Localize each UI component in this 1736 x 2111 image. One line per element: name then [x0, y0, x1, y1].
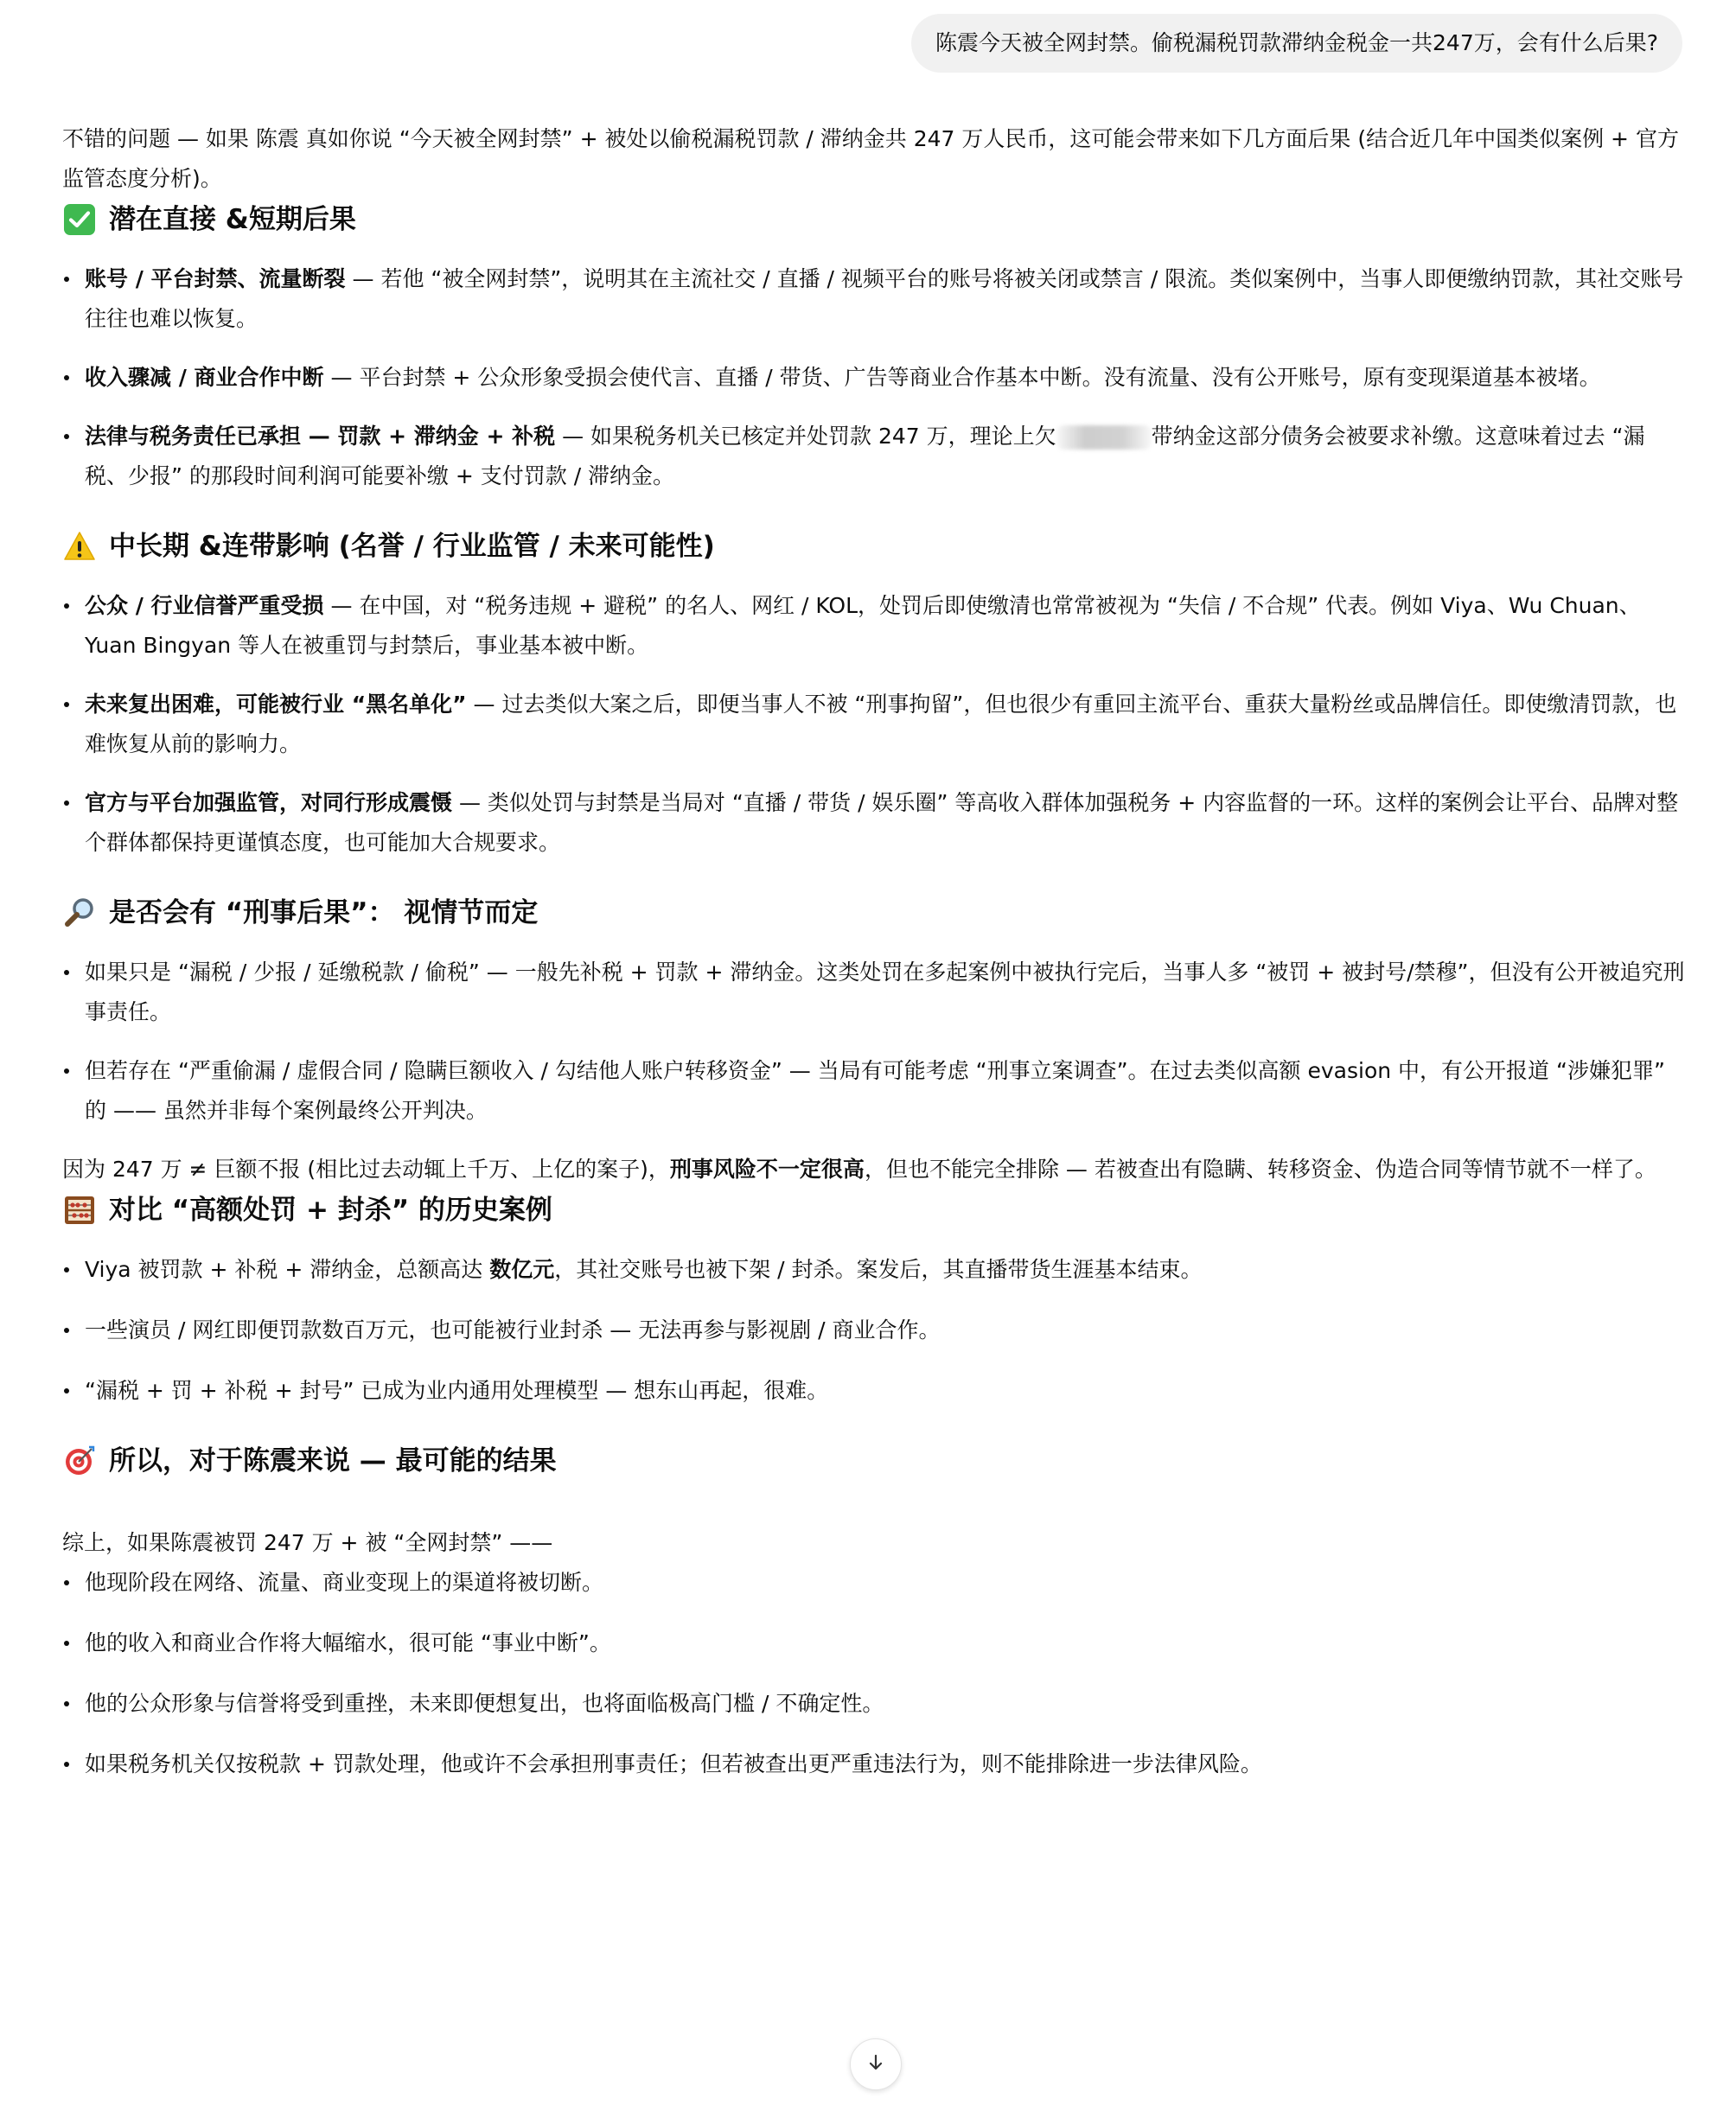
- item-text: — 平台封禁 + 公众形象受损会使代言、直播 / 带货、广告等商业合作基本中断。没有流量、没有公开账号，原有变现渠道基本被堵。: [323, 365, 1601, 390]
- arrow-down-icon: [865, 2052, 886, 2076]
- list-item: [62, 259, 1688, 339]
- abacus-icon: [62, 1193, 97, 1228]
- section-heading-conclusion: [62, 1440, 1688, 1482]
- list-item: [62, 1371, 1688, 1411]
- item-text-after: ，其社交账号也被下架 / 封杀。案发后，其直播带货生涯基本结束。: [554, 1257, 1203, 1282]
- item-text: 但若存在 “严重偷漏 / 虚假合同 / 隐瞒巨额收入 / 勾结他人账户转移资金” — 当局有可能考虑 “刑事立案调查”。在过去类似高额 evasion 中，有公开报道 “涉嫌犯罪” 的 —— 虽然并非每个案例最终公开判决。: [85, 1058, 1665, 1123]
- summary-bold: 刑事风险不一定很高: [669, 1157, 865, 1182]
- item-text: — 在中国，对 “税务违规 + 避税” 的名人、网红 / KOL，处罚后即使缴清也常常被视为 “失信 / 不合规” 代表。例如 Viya、Wu Chuan、Yuan Bingyan 等人在被重罚与封禁后，事业基本被中断。: [85, 593, 1641, 658]
- scroll-to-bottom-button[interactable]: [850, 2038, 902, 2090]
- section-title: 所以，对于陈震来说 — 最可能的结果: [109, 1445, 557, 1476]
- list-item: [62, 1684, 1688, 1724]
- item-text: “漏税 + 罚 + 补税 + 封号” 已成为业内通用处理模型 — 想东山再起，很难。: [85, 1378, 829, 1403]
- item-text: — 过去类似大案之后，即便当事人不被 “刑事拘留”，但也很少有重回主流平台、重获大量粉丝或品牌信任。即使缴清罚款，也难恢复从前的影响力。: [85, 692, 1677, 756]
- item-text: 他现阶段在网络、流量、商业变现上的渠道将被切断。: [85, 1570, 604, 1595]
- summary-after: ，但也不能完全排除 — 若被查出有隐瞒、转移资金、伪造合同等情节就不一样了。: [864, 1157, 1656, 1182]
- list-item: [62, 1051, 1688, 1131]
- list-item: [62, 417, 1688, 496]
- item-text: — 若他 “被全网封禁”，说明其在主流社交 / 直播 / 视频平台的账号将被关闭或禁言 / 限流。类似案例中，当事人即便缴纳罚款，其社交账号往往也难以恢复。: [85, 266, 1684, 331]
- item-text: Viya 被罚款 + 补税 + 滞纳金，总额高达: [85, 1257, 490, 1282]
- user-message-bubble: [911, 14, 1682, 73]
- list-item: [62, 1250, 1688, 1290]
- intro-paragraph: 不错的问题 — 如果 陈震 真如你说 “今天被全网封禁” + 被处以偷税漏税罚款 / 滞纳金共 247 万人民币，这可能会带来如下几方面后果 (结合近几年中国类似案例 + 官方监管态度分析)。: [62, 126, 1679, 191]
- section-heading-short-term: [62, 199, 1688, 240]
- list-item: [62, 1623, 1688, 1663]
- item-bold: 账号 / 平台封禁、流量断裂: [85, 266, 346, 291]
- magnifier-icon: [62, 896, 97, 930]
- item-text-after: 带纳金这部分债务会被要求补缴。这意味着过去 “漏税、少报” 的那段时间利润可能要补缴 + 支付罚款 / 滞纳金。: [85, 424, 1645, 488]
- item-text: 他的公众形象与信誉将受到重挫，未来即便想复出，也将面临极高门槛 / 不确定性。: [85, 1691, 884, 1716]
- conclusion-intro: 综上，如果陈震被罚 247 万 + 被 “全网封禁” ——: [62, 1530, 553, 1555]
- item-text: 如果税务机关仅按税款 + 罚款处理，他或许不会承担刑事责任；但若被查出更严重违法行为，则不能排除进一步法律风险。: [85, 1751, 1262, 1776]
- list-item: [62, 685, 1688, 764]
- section-heading-long-term: [62, 526, 1688, 567]
- summary-before: 因为 247 万 ≠ 巨额不报 (相比过去动辄上千万、上亿的案子)，: [62, 1157, 670, 1182]
- list-item: [62, 1744, 1688, 1784]
- section-title: 中长期 &连带影响 (名誉 / 行业监管 / 未来可能性): [109, 531, 715, 562]
- item-text: — 类似处罚与封禁是当局对 “直播 / 带货 / 娱乐圈” 等高收入群体加强税务 + 内容监督的一环。这样的案例会让平台、品牌对整个群体都保持更谨慎态度，也可能加大合规要求。: [85, 790, 1679, 855]
- item-text: 一些演员 / 网红即便罚款数百万元，也可能被行业封杀 — 无法再参与影视剧 / 商业合作。: [85, 1317, 941, 1342]
- list-item: [62, 953, 1688, 1032]
- check-mark-icon: [62, 202, 97, 237]
- section-heading-history: [62, 1189, 1688, 1231]
- assistant-response: [62, 119, 1688, 1814]
- section-title: 是否会有 “刑事后果”： 视情节而定: [109, 897, 539, 928]
- item-bold: 公众 / 行业信誉严重受损: [85, 593, 324, 618]
- section-heading-criminal: [62, 892, 1688, 934]
- section-title: 对比 “高额处罚 + 封杀” 的历史案例: [109, 1195, 552, 1226]
- item-bold: 未来复出困难，可能被行业 “黑名单化”: [85, 692, 467, 717]
- item-bold: 收入骤减 / 商业合作中断: [85, 365, 324, 390]
- summary-paragraph: [62, 1150, 1688, 1189]
- item-bold: 法律与税务责任已承担 — 罚款 + 滞纳金 + 补税: [85, 424, 556, 449]
- list-item: [62, 358, 1688, 398]
- item-text: 如果只是 “漏税 / 少报 / 延缴税款 / 偷税” — 一般先补税 + 罚款 + 滞纳金。这类处罚在多起案例中被执行完后，当事人多 “被罚 + 被封号/禁穆”，但没有公开被追究刑事责任。: [85, 960, 1685, 1024]
- item-text: — 如果税务机关已核定并处罚款 247 万，理论上欠: [555, 424, 1056, 449]
- list-item: [62, 586, 1688, 666]
- section-title: 潜在直接 &短期后果: [109, 204, 356, 235]
- list-item: [62, 1563, 1688, 1603]
- list-item: [62, 783, 1688, 863]
- warning-icon: [62, 529, 97, 564]
- list-item: [62, 1311, 1688, 1350]
- item-bold-mid: 数亿元: [489, 1257, 555, 1282]
- item-bold: 官方与平台加强监管，对同行形成震慑: [85, 790, 453, 815]
- redaction-blur: [1056, 425, 1152, 450]
- target-icon: [62, 1444, 97, 1478]
- user-message-text: 陈震今天被全网封禁。偷税漏税罚款滞纳金税金一共247万，会有什么后果?: [935, 30, 1658, 55]
- item-text: 他的收入和商业合作将大幅缩水，很可能 “事业中断”。: [85, 1630, 611, 1655]
